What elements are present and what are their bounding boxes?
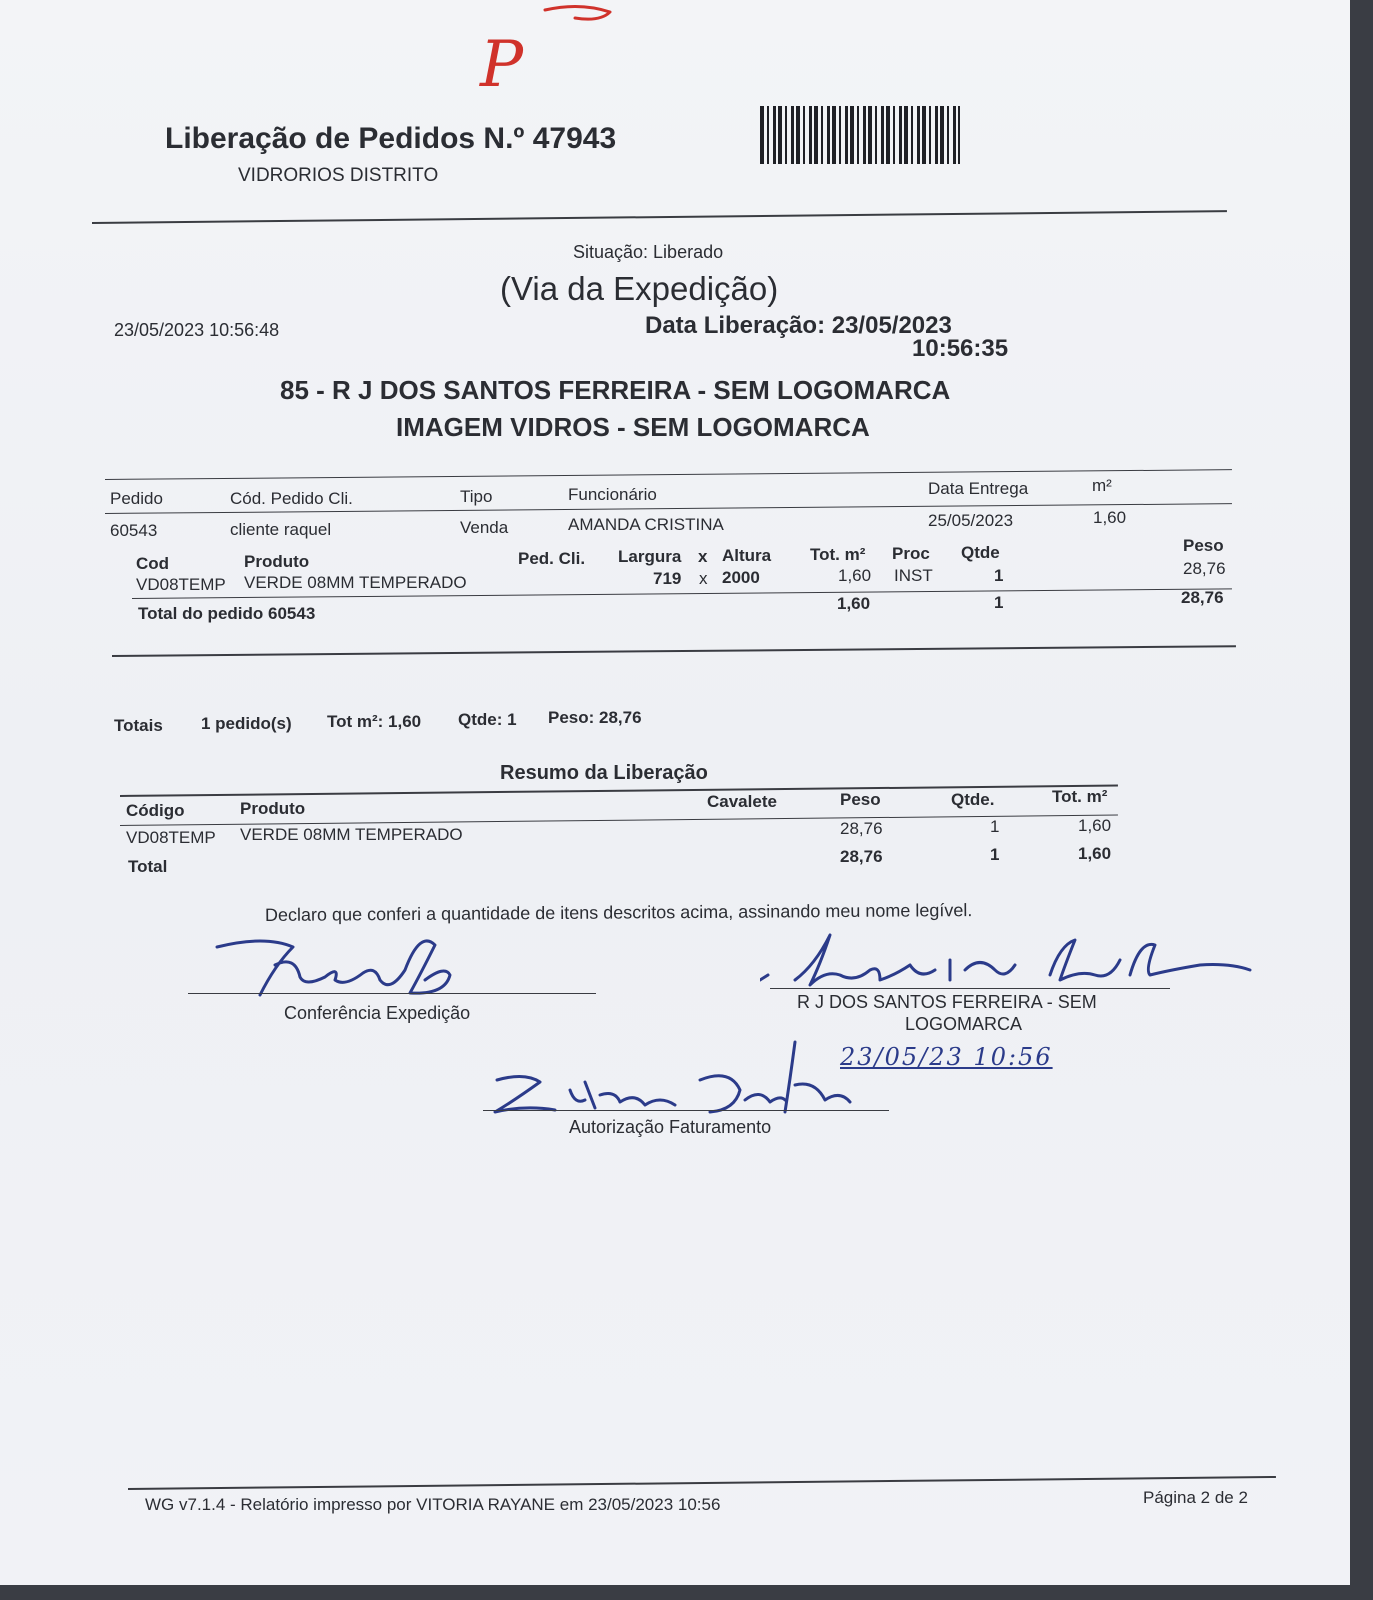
summary-qtde: 1 [990, 817, 1000, 836]
signature-line [483, 1110, 889, 1111]
totals-label: Totais [114, 716, 163, 735]
order-m2: 1,60 [1093, 508, 1127, 527]
declaration-text: Declaro que conferi a quantidade de itens descritos acima, assinando meu nome legível. [264, 900, 973, 925]
summary-col-peso: Peso [840, 790, 881, 809]
order-data-entrega: 25/05/2023 [928, 511, 1014, 530]
order-total-qtde: 1 [994, 593, 1004, 612]
col-header-pedido: Pedido [110, 489, 163, 508]
page-number: Página 2 de 2 [1143, 1488, 1248, 1507]
order-total-peso: 28,76 [1181, 588, 1224, 607]
summary-col-codigo: Código [126, 801, 185, 820]
totals-pedidos: 1 pedido(s) [201, 714, 292, 733]
order-cod-cli: cliente raquel [230, 520, 332, 539]
summary-col-produto: Produto [240, 799, 306, 818]
divider [112, 645, 1236, 657]
summary-tot-m2: 1,60 [1078, 816, 1112, 835]
client-signature-label-2: LOGOMARCA [905, 1014, 1023, 1034]
copy-label: (Via da Expedição) [500, 270, 779, 307]
item-produto: VERDE 08MM TEMPERADO [244, 573, 467, 592]
item-largura: 719 [653, 569, 682, 588]
divider [128, 1476, 1276, 1490]
barcode [760, 106, 960, 164]
summary-col-tot-m2: Tot. m² [1052, 787, 1108, 806]
signature-client [760, 925, 1270, 995]
col-header-cod-cli: Cód. Pedido Cli. [230, 489, 353, 508]
col-header-ped-cli: Ped. Cli. [518, 549, 586, 568]
totals-qtde: Qtde: 1 [458, 710, 517, 729]
signature-autorizacao [485, 1040, 865, 1120]
item-peso: 28,76 [1183, 559, 1226, 578]
summary-col-qtde: Qtde. [951, 790, 995, 809]
totals-peso: Peso: 28,76 [548, 708, 642, 727]
release-time: 10:56:35 [912, 335, 1009, 362]
order-funcionario: AMANDA CRISTINA [568, 515, 724, 534]
order-pedido: 60543 [110, 521, 158, 540]
summary-peso: 28,76 [840, 819, 883, 838]
summary-total-tot-m2: 1,60 [1078, 844, 1112, 863]
red-scribble-icon [540, 0, 620, 30]
summary-title: Resumo da Liberação [500, 762, 708, 784]
order-total-label: Total do pedido 60543 [138, 604, 316, 623]
item-qtde: 1 [994, 566, 1004, 585]
totals-m2: Tot m²: 1,60 [327, 712, 422, 731]
item-x: x [699, 569, 708, 588]
divider [105, 469, 1232, 480]
client-name: 85 - R J DOS SANTOS FERREIRA - SEM LOGOMARCA [280, 375, 951, 405]
col-header-cod: Cod [136, 554, 170, 573]
item-altura: 2000 [722, 568, 760, 587]
summary-produto: VERDE 08MM TEMPERADO [240, 825, 463, 844]
divider [92, 210, 1227, 224]
col-header-altura: Altura [722, 546, 772, 565]
col-header-largura: Largura [618, 547, 682, 566]
company-name: VIDRORIOS DISTRITO [238, 165, 439, 186]
client-subname: IMAGEM VIDROS - SEM LOGOMARCA [396, 412, 870, 442]
item-tot-m2: 1,60 [838, 566, 872, 585]
page-title: Liberação de Pedidos N.º 47943 [165, 122, 617, 155]
summary-total-peso: 28,76 [840, 847, 883, 866]
order-tipo: Venda [460, 518, 509, 537]
col-header-tipo: Tipo [460, 487, 493, 506]
client-signature-label-1: R J DOS SANTOS FERREIRA - SEM [797, 992, 1097, 1012]
col-header-peso: Peso [1183, 536, 1224, 555]
handwritten-date: 23/05/23 10:56 [840, 1043, 1053, 1071]
col-header-proc: Proc [892, 544, 930, 563]
summary-total-qtde: 1 [990, 845, 1000, 864]
col-header-tot-m2: Tot. m² [810, 545, 866, 564]
col-header-x: x [698, 547, 708, 566]
conferencia-label: Conferência Expedição [284, 1003, 471, 1023]
autorizacao-label: Autorização Faturamento [569, 1117, 772, 1137]
signature-line [188, 993, 596, 994]
order-total-m2: 1,60 [837, 594, 871, 613]
item-proc: INST [894, 566, 933, 585]
status-text: Situação: Liberado [573, 242, 724, 262]
item-cod: VD08TEMP [136, 575, 226, 594]
signature-line [770, 988, 1170, 989]
col-header-data-entrega: Data Entrega [928, 479, 1029, 498]
printed-timestamp: 23/05/2023 10:56:48 [114, 320, 280, 340]
red-handwritten-mark: P [480, 28, 524, 102]
col-header-produto: Produto [244, 552, 310, 571]
col-header-qtde: Qtde [961, 543, 1000, 562]
summary-codigo: VD08TEMP [126, 828, 216, 847]
summary-col-cavalete: Cavalete [707, 792, 777, 811]
footer-report: WG v7.1.4 - Relatório impresso por VITORIA RAYANE em 23/05/2023 10:56 [145, 1495, 721, 1514]
summary-total-label: Total [128, 857, 168, 876]
col-header-m2: m² [1092, 476, 1112, 495]
col-header-funcionario: Funcionário [568, 485, 657, 504]
release-date: Data Liberação: 23/05/2023 [645, 312, 952, 339]
